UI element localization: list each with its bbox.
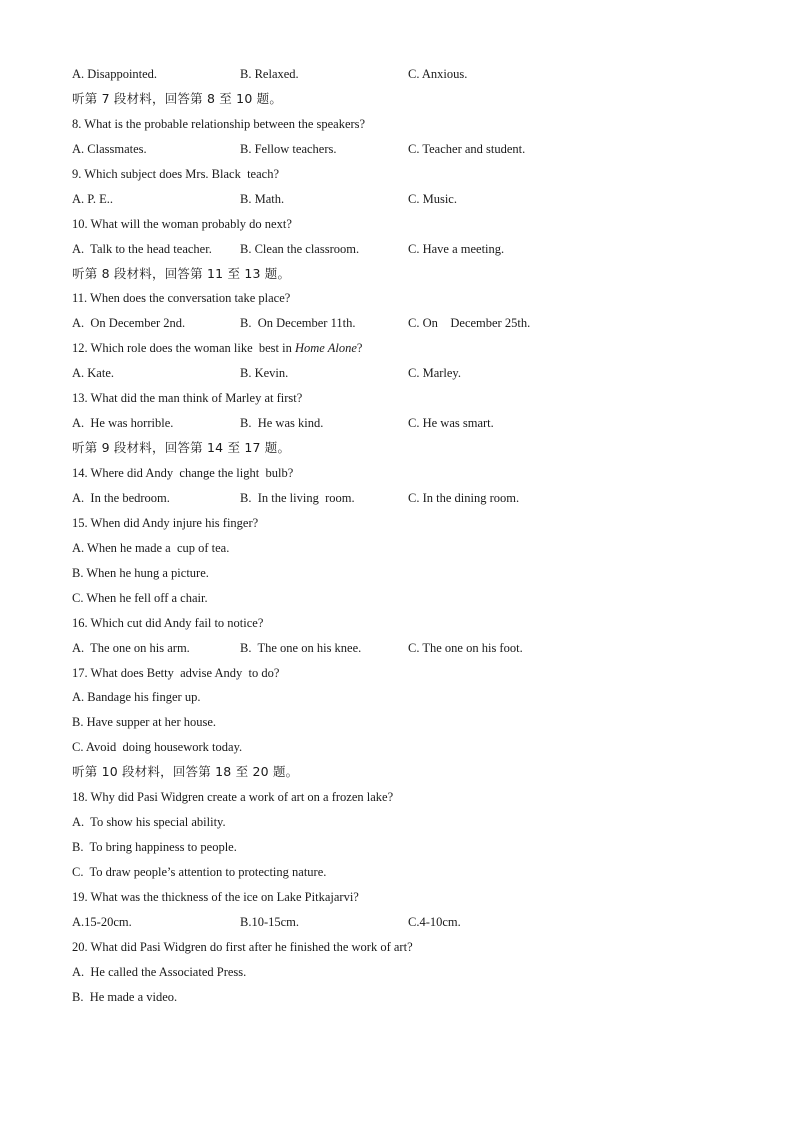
- option-c: C. Music.: [408, 191, 457, 206]
- question-text: 10. What will the woman probably do next?: [72, 216, 292, 231]
- question-text: 19. What was the thickness of the ice on Lake Pitkajarvi?: [72, 889, 359, 904]
- option-line: B. He made a video.: [72, 989, 178, 1004]
- option-line: C. To draw people’s attention to protecting nature.: [72, 865, 327, 879]
- option-row: [72, 363, 732, 388]
- option-a: A. Talk to the head teacher.: [72, 241, 212, 256]
- option-c: C. Have a meeting.: [408, 241, 505, 256]
- option-c: C. Teacher and student.: [408, 141, 526, 156]
- question-text-part: ?: [356, 341, 363, 356]
- option-c: C. On December 25th.: [408, 316, 531, 331]
- listening-section-body: [72, 64, 732, 1012]
- option-row: [72, 488, 732, 513]
- option-a: A. Classmates.: [72, 141, 147, 156]
- option-b: B. In the living room.: [240, 490, 355, 505]
- option-row: [72, 189, 732, 214]
- option-b: B. Relaxed.: [240, 67, 299, 81]
- question-text: 16. Which cut did Andy fail to notice?: [72, 615, 264, 630]
- question-text: [72, 338, 732, 363]
- option-a: A. Disappointed.: [72, 67, 158, 81]
- option-row: [72, 313, 732, 338]
- option-row: [72, 912, 732, 937]
- option-a: A. The one on his arm.: [72, 640, 190, 655]
- question-text: 17. What does Betty advise Andy to do?: [72, 665, 280, 680]
- option-a: A. He was horrible.: [72, 416, 174, 431]
- question-text: 18. Why did Pasi Widgren create a work of art on a frozen lake?: [72, 790, 394, 805]
- option-a: A. P. E..: [72, 191, 113, 206]
- question-content: [72, 339, 362, 357]
- option-c: C. Anxious.: [408, 67, 468, 81]
- option-line: C. Avoid doing housework today.: [72, 740, 243, 755]
- option-c: C. He was smart.: [408, 416, 494, 431]
- option-a: A.15-20cm.: [72, 914, 132, 929]
- option-b: B. On December 11th.: [240, 316, 356, 331]
- option-line: B. Have supper at her house.: [72, 715, 217, 730]
- question-text: 15. When did Andy injure his finger?: [72, 515, 259, 530]
- option-b: B. Fellow teachers.: [240, 141, 337, 156]
- option-line: A. When he made a cup of tea.: [72, 540, 230, 555]
- option-row: [72, 139, 732, 164]
- section-heading: 听第 9 段材料，回答第 14 至 17 题。: [72, 440, 291, 456]
- option-b: B. Math.: [240, 191, 285, 206]
- option-a: A. In the bedroom.: [72, 490, 170, 505]
- option-row: [72, 64, 732, 89]
- option-c: C. In the dining room.: [408, 490, 520, 505]
- option-row: [72, 638, 732, 663]
- movie-title: Home Alone: [295, 341, 357, 356]
- option-line: A. Bandage his finger up.: [72, 690, 201, 705]
- option-b: B. He was kind.: [240, 416, 324, 431]
- question-text: 11. When does the conversation take place?: [72, 291, 291, 306]
- option-b: B. Clean the classroom.: [240, 241, 360, 256]
- option-line: B. To bring happiness to people.: [72, 840, 237, 855]
- option-c: C.4-10cm.: [408, 914, 461, 929]
- question-text: 14. Where did Andy change the light bulb?: [72, 466, 294, 480]
- option-line: A. He called the Associated Press.: [72, 964, 247, 979]
- section-heading: 听第 8 段材料，回答第 11 至 13 题。: [72, 265, 291, 281]
- option-a: A. On December 2nd.: [72, 316, 186, 331]
- question-text-part: 12. Which role does the woman like best in: [72, 341, 295, 356]
- option-row: [72, 413, 732, 438]
- option-b: B.10-15cm.: [240, 914, 300, 929]
- option-line: C. When he fell off a chair.: [72, 590, 208, 605]
- option-row: [72, 239, 732, 264]
- option-line: A. To show his special ability.: [72, 815, 226, 830]
- question-text: 13. What did the man think of Marley at first?: [72, 391, 303, 406]
- question-text: 9. Which subject does Mrs. Black teach?: [72, 166, 280, 181]
- option-b: B. The one on his knee.: [240, 640, 362, 655]
- option-c: C. Marley.: [408, 366, 461, 381]
- section-heading: 听第 10 段材料，回答第 18 至 20 题。: [72, 764, 299, 780]
- option-c: C. The one on his foot.: [408, 640, 523, 655]
- section-heading: 听第 7 段材料，回答第 8 至 10 题。: [72, 90, 283, 106]
- question-text: 8. What is the probable relationship between the speakers?: [72, 116, 366, 131]
- option-line: B. When he hung a picture.: [72, 565, 209, 580]
- option-a: A. Kate.: [72, 366, 114, 381]
- question-text: 20. What did Pasi Widgren do first after he finished the work of art?: [72, 939, 413, 954]
- option-b: B. Kevin.: [240, 366, 289, 381]
